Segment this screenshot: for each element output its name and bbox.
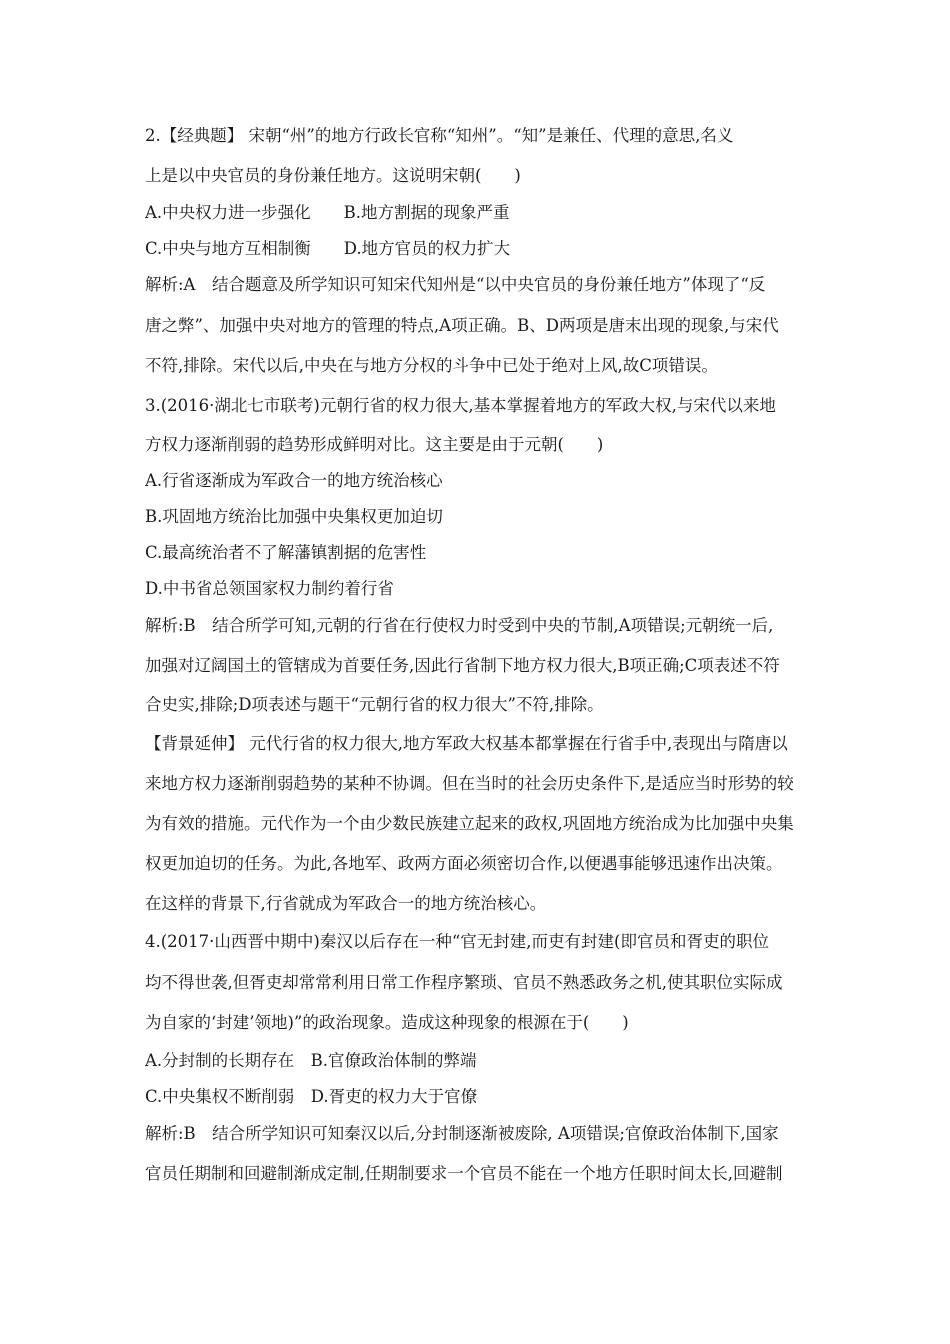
q4-options-ab: A.分封制的长期存在 B.官僚政治体制的弊端 bbox=[145, 1051, 477, 1070]
q3-stem-line-2: 方权力逐渐削弱的趋势形成鲜明对比。这主要是由于元朝( ) bbox=[145, 435, 604, 454]
q2-stem-line-1: 2.【经典题】 宋朝“州”的地方行政长官称“知州”。“知”是兼任、代理的意思,名义 bbox=[145, 126, 734, 145]
q3-analysis-line-3: 合史实,排除;D项表述与题干“元朝行省的权力很大”不符,排除。 bbox=[145, 695, 604, 714]
q4-stem-line-3: 为自家的‘封建’领地)”的政治现象。造成这种现象的根源在于( ) bbox=[145, 1013, 629, 1032]
q2-analysis-line-3: 不符,排除。宋代以后,中央在与地方分权的斗争中已处于绝对上风,故C项错误。 bbox=[145, 356, 718, 375]
q3-option-b: B.巩固地方统治比加强中央集权更加迫切 bbox=[145, 507, 443, 526]
q2-options-ab: A.中央权力进一步强化 B.地方割据的现象严重 bbox=[145, 203, 510, 222]
q4-stem-line-2: 均不得世袭,但胥吏却常常利用日常工作程序繁琐、官员不熟悉政务之机,使其职位实际成 bbox=[145, 973, 783, 992]
q2-analysis-line-2: 唐之弊”、加强中央对地方的管理的特点,A项正确。B、D两项是唐末出现的现象,与宋代 bbox=[145, 316, 779, 335]
q3-analysis-line-1: 解析:B 结合所学可知,元朝的行省在行使权力时受到中央的节制,A项错误;元朝统一后, bbox=[145, 616, 774, 635]
q3-analysis-line-2: 加强对辽阔国土的管辖成为首要任务,因此行省制下地方权力很大,B项正确;C项表述不符 bbox=[145, 656, 780, 675]
background-extension-line-3: 为有效的措施。元代作为一个由少数民族建立起来的政权,巩固地方统治成为比加强中央集 bbox=[145, 814, 794, 833]
q2-analysis-line-1: 解析:A 结合题意及所学知识可知宋代知州是“以中央官员的身份兼任地方”体现了“反 bbox=[145, 275, 766, 294]
background-extension-line-2: 来地方权力逐渐削弱趋势的某种不协调。但在当时的社会历史条件下,是适应当时形势的较 bbox=[145, 774, 794, 793]
q3-option-a: A.行省逐渐成为军政合一的地方统治核心 bbox=[145, 471, 443, 490]
q3-option-c: C.最高统治者不了解藩镇割据的危害性 bbox=[145, 543, 427, 562]
background-extension-line-5: 在这样的背景下,行省就成为军政合一的地方统治核心。 bbox=[145, 894, 547, 913]
q4-options-cd: C.中央集权不断削弱 D.胥吏的权力大于官僚 bbox=[145, 1087, 478, 1106]
q2-options-cd: C.中央与地方互相制衡 D.地方官员的权力扩大 bbox=[145, 239, 511, 258]
q3-stem-line-1: 3.(2016·湖北七市联考)元朝行省的权力很大,基本掌握着地方的军政大权,与宋代以来地 bbox=[145, 396, 776, 415]
q2-stem-line-2: 上是以中央官员的身份兼任地方。这说明宋朝( ) bbox=[145, 166, 521, 185]
q4-analysis-line-2: 官员任期制和回避制渐成定制,任期制要求一个官员不能在一个地方任职时间太长,回避制 bbox=[145, 1164, 783, 1183]
background-extension-line-4: 权更加迫切的任务。为此,各地军、政两方面必须密切合作,以便遇事能够迅速作出决策。 bbox=[145, 854, 783, 873]
q3-option-d: D.中书省总领国家权力制约着行省 bbox=[145, 579, 394, 598]
q4-stem-line-1: 4.(2017·山西晋中期中)秦汉以后存在一种“官无封建,而吏有封建(即官员和胥吏的职位 bbox=[145, 932, 769, 951]
background-extension-line-1: 【背景延伸】 元代行省的权力很大,地方军政大权基本都掌握在行省手中,表现出与隋唐以 bbox=[145, 734, 788, 753]
q4-analysis-line-1: 解析:B 结合所学知识可知秦汉以后,分封制逐渐被废除, A项错误;官僚政治体制下,国家 bbox=[145, 1124, 779, 1143]
